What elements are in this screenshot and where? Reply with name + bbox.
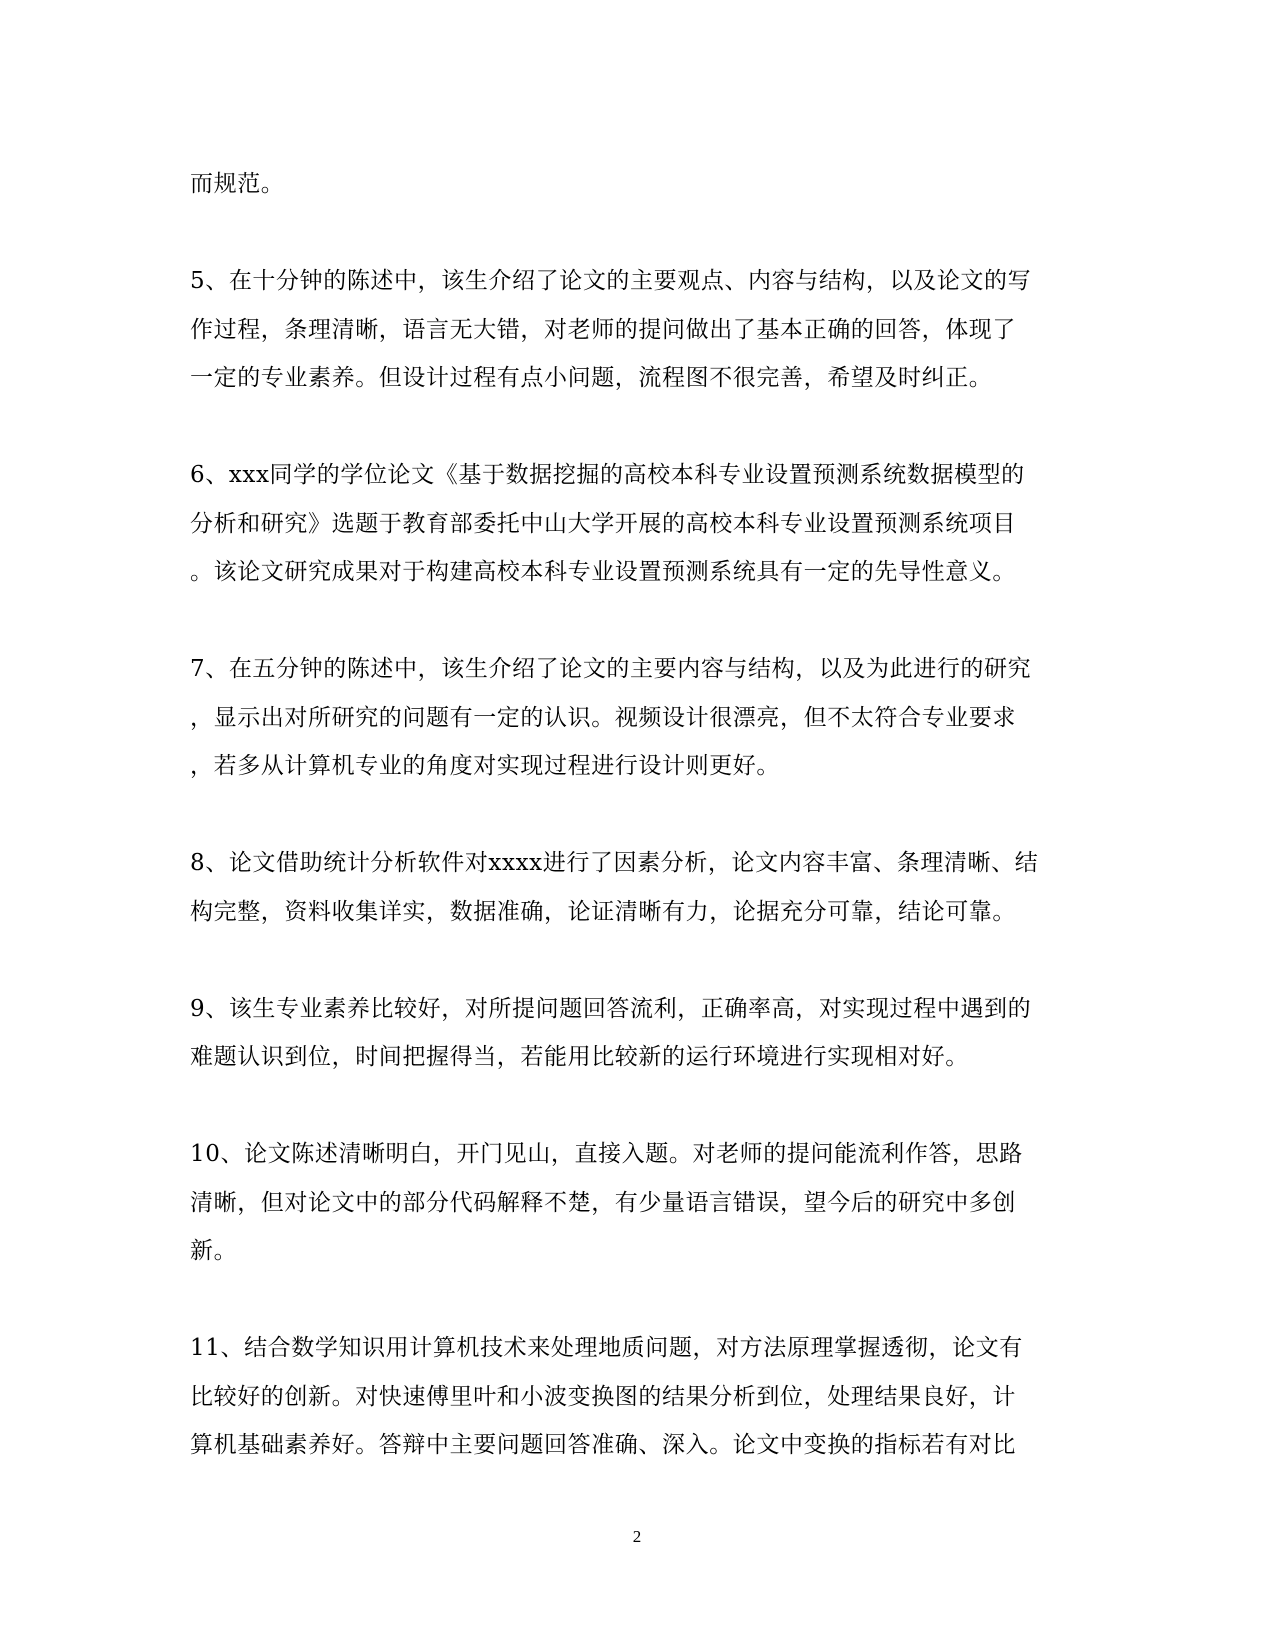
paragraph (190, 985, 1080, 1082)
paragraph-spacer (190, 936, 1080, 985)
text-line: 一定的专业素养。但设计过程有点小问题，流程图不很完善，希望及时纠正。 (190, 365, 993, 391)
text-line: 5、在十分钟的陈述中，该生介绍了论文的主要观点、内容与结构，以及论文的写 (190, 268, 1032, 294)
page-number: 2 (632, 1527, 642, 1546)
text-line: 新。 (190, 1238, 238, 1264)
text-line: 算机基础素养好。答辩中主要问题回答准确、深入。论文中变换的指标若有对比 (190, 1432, 1016, 1458)
paragraph-spacer (190, 403, 1080, 452)
text-line: 分析和研究》选题于教育部委托中山大学开展的高校本科专业设置预测系统项目 (190, 510, 1016, 537)
paragraph (190, 1324, 1080, 1470)
paragraph-spacer (190, 1276, 1080, 1325)
paragraph (190, 645, 1080, 791)
paragraph (190, 451, 1080, 597)
text-line: ，若多从计算机专业的角度对实现过程进行设计则更好。 (190, 753, 780, 779)
text-line: ，显示出对所研究的问题有一定的认识。视频设计很漂亮，但不太符合专业要求 (190, 704, 1016, 731)
document-body (190, 160, 1080, 1470)
text-line: 而规范。 (190, 171, 285, 197)
text-line: 作过程，条理清晰，语言无大错，对老师的提问做出了基本正确的回答，体现了 (190, 316, 1016, 343)
text-line: 清晰，但对论文中的部分代码解释不楚，有少量语言错误，望今后的研究中多创 (190, 1189, 1016, 1216)
text-line: 9、该生专业素养比较好，对所提问题回答流利，正确率高，对实现过程中遇到的 (190, 995, 1032, 1022)
paragraph-spacer (190, 791, 1080, 840)
text-line: 比较好的创新。对快速傅里叶和小波变换图的结果分析到位，处理结果良好，计 (190, 1383, 1016, 1410)
text-line: 6、xxx同学的学位论文《基于数据挖掘的高校本科专业设置预测系统数据模型的 (190, 462, 1025, 488)
paragraph-spacer (190, 1082, 1080, 1131)
text-line: 8、论文借助统计分析软件对xxxx进行了因素分析，论文内容丰富、条理清晰、结 (190, 850, 1039, 876)
text-line: 。该论文研究成果对于构建高校本科专业设置预测系统具有一定的先导性意义。 (190, 559, 1016, 585)
paragraph-spacer (190, 597, 1080, 646)
paragraph (190, 257, 1080, 403)
text-line: 7、在五分钟的陈述中，该生介绍了论文的主要内容与结构，以及为此进行的研究 (190, 656, 1032, 682)
paragraph (190, 160, 1080, 209)
text-line: 难题认识到位，时间把握得当，若能用比较新的运行环境进行实现相对好。 (190, 1044, 969, 1070)
text-line: 11、结合数学知识用计算机技术来处理地质问题，对方法原理掌握透彻，论文有 (190, 1335, 1023, 1361)
paragraph (190, 1130, 1080, 1276)
text-line: 10、论文陈述清晰明白，开门见山，直接入题。对老师的提问能流利作答，思路 (190, 1141, 1023, 1167)
text-line: 构完整，资料收集详实，数据准确，论证清晰有力，论据充分可靠，结论可靠。 (190, 898, 1016, 925)
paragraph (190, 839, 1080, 936)
paragraph-spacer (190, 209, 1080, 258)
